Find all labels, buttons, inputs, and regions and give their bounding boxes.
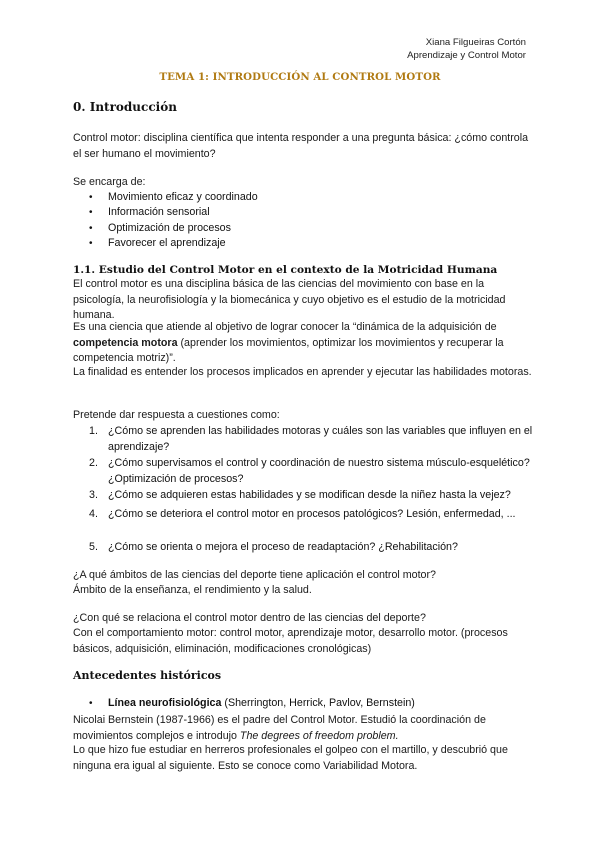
list-item: • Información sensorial: [73, 205, 258, 220]
heading-estudio-control-motor: 1.1. Estudio del Control Motor en el contexto de la Motricidad Humana: [73, 264, 498, 276]
text-run: (Sherrington, Herrick, Pavlov, Bernstein): [221, 697, 415, 709]
ambitos-answer: Ámbito de la enseñanza, el rendimiento y la salud.: [73, 584, 312, 596]
paragraph-competencia: [73, 320, 535, 367]
item-text: ¿Cómo se aprenden las habilidades motoras y cuáles son las variables que influyen en el aprendizaje?: [108, 425, 533, 453]
item-text: ¿Cómo se adquieren estas habilidades y se modifican desde la niñez hasta la vejez?: [108, 489, 511, 501]
list-item: [73, 507, 535, 523]
bold-term: competencia motora: [73, 336, 178, 349]
heading-antecedentes: Antecedentes históricos: [73, 669, 222, 682]
item-number: 3.: [89, 489, 98, 501]
relacion-answer: Con el comportamiento motor: control motor, aprendizaje motor, desarrollo motor. (procesos básicos, adquisición, eliminación, modificaciones cronológicas): [73, 627, 508, 655]
paragraph-finalidad: La finalidad es entender los procesos implicados en aprender y ejecutar las habilidades motoras.: [73, 366, 532, 378]
definition-paragraph: Control motor: disciplina científica que intenta responder a una pregunta básica: ¿cómo controla el ser humano el movimiento?: [73, 132, 529, 160]
header-subject: Aprendizaje y Control Motor: [407, 50, 526, 61]
paragraph-bernstein: [73, 713, 535, 744]
text-run: Nicolai Bernstein (1987-1966) es el padre del Control Motor. Estudió la coordinación de movimientos complejos e introdujo: [73, 714, 486, 742]
bullet-icon: •: [89, 698, 93, 709]
encarga-label: Se encarga de:: [73, 176, 146, 188]
item-text: ¿Cómo se deteriora el control motor en procesos patológicos? Lesión, enfermedad, ...: [108, 508, 516, 520]
questions-label: Pretende dar respuesta a cuestiones como:: [73, 409, 280, 421]
encarga-list: [73, 190, 258, 252]
document-title: TEMA 1: INTRODUCCIÓN AL CONTROL MOTOR: [159, 71, 441, 83]
page-header: [407, 36, 526, 62]
list-item: • Movimiento eficaz y coordinado: [73, 190, 258, 205]
item-text: [108, 696, 415, 712]
relacion-question: ¿Con qué se relaciona el control motor dentro de las ciencias del deporte?: [73, 612, 426, 624]
italic-term: The degrees of freedom problem.: [239, 729, 399, 742]
item-number: 2.: [89, 457, 98, 469]
list-item: [73, 540, 535, 556]
header-author: Xiana Filgueiras Cortón: [425, 37, 526, 48]
item-text: ¿Cómo se orienta o mejora el proceso de readaptación? ¿Rehabilitación?: [108, 541, 458, 553]
text-run: Es una ciencia que atiende al objetivo de lograr conocer la “dinámica de la adquisición de: [73, 321, 497, 333]
text-run: (aprender los movimientos, optimizar los movimientos y recuperar la competencia motriz)”.: [73, 336, 504, 365]
bold-term: Línea neurofisiológica: [108, 697, 222, 709]
item-number: 4.: [89, 508, 98, 520]
paragraph-herreros: Lo que hizo fue estudiar en herreros profesionales el golpeo con el martillo, y descubrió que ninguna era igual al siguiente. Esto se conoce como Variabilidad Motora.: [73, 744, 508, 772]
list-item: [73, 456, 535, 487]
paragraph-disciplina: El control motor es una disciplina básica de las ciencias del movimiento con base en la psicología, la neurofisiología y la biomecánica y cuyo objetivo es el estudio de la motricidad humana.: [73, 278, 506, 322]
list-item: [73, 488, 548, 504]
ambitos-question: ¿A qué ámbitos de las ciencias del deporte tiene aplicación el control motor?: [73, 569, 436, 581]
heading-introduccion: 0. Introducción: [73, 100, 177, 114]
item-text: ¿Cómo supervisamos el control y coordinación de nuestro sistema músculo-esquelético? ¿Optimización de procesos?: [108, 457, 530, 485]
item-number: 1.: [89, 425, 98, 437]
list-item: • Favorecer el aprendizaje: [73, 236, 258, 251]
list-item: • Optimización de procesos: [73, 221, 258, 236]
list-item: [73, 424, 535, 455]
item-number: 5.: [89, 541, 98, 553]
